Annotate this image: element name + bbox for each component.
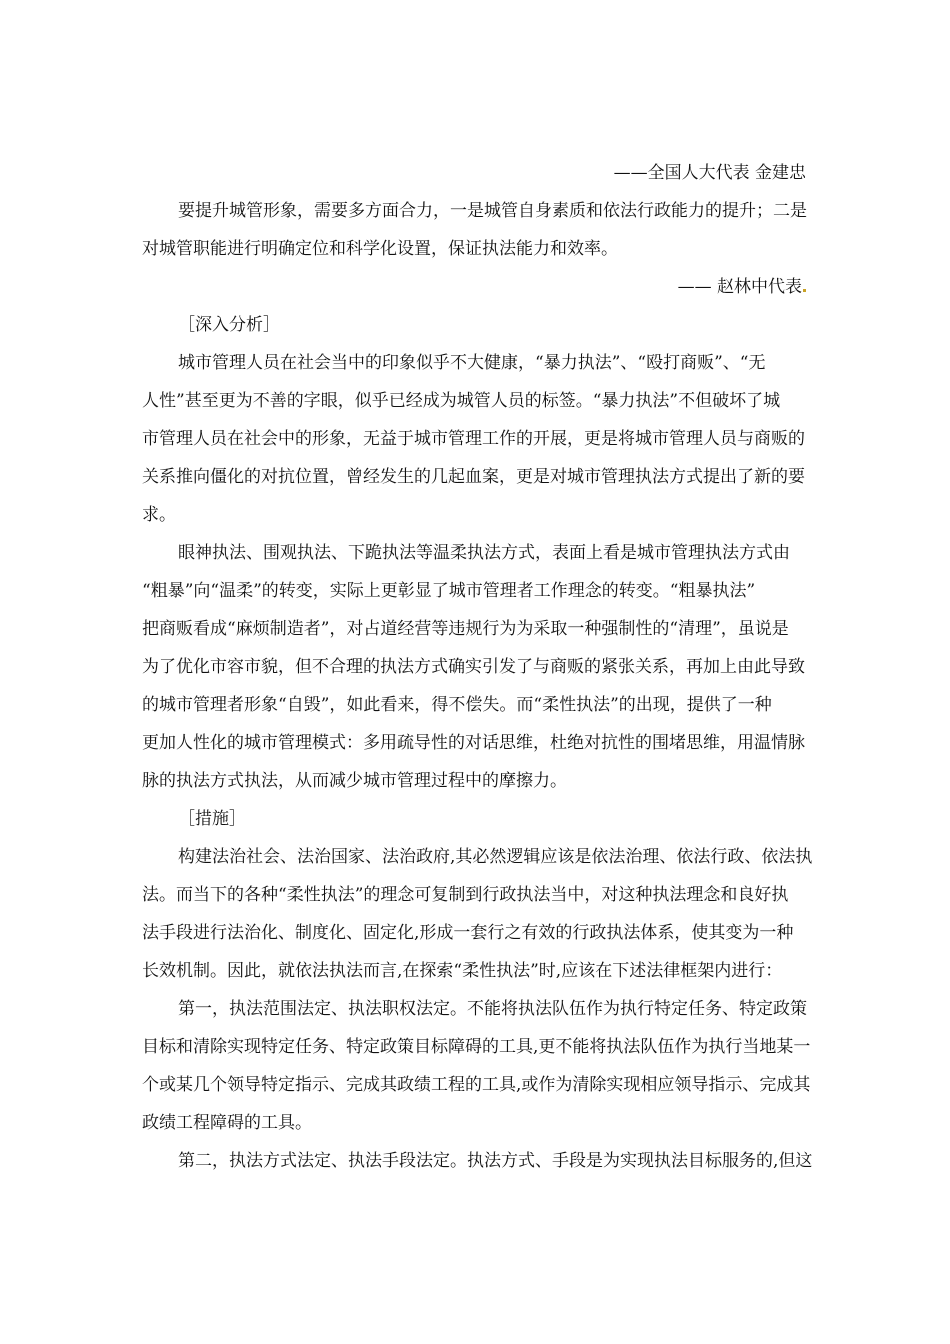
paragraph-line: 眼神执法、围观执法、下跪执法等温柔执法方式，表面上看是城市管理执法方式由 <box>178 543 790 563</box>
section-heading-measures: ［措施］ <box>178 809 246 829</box>
paragraph-line: 的城市管理者形象“自毁”，如此看来，得不偿失。而“柔性执法”的出现，提供了一种 <box>142 695 772 715</box>
paragraph-line: 人性”甚至更为不善的字眼，似乎已经成为城管人员的标签。“暴力执法”不但破坏了城 <box>142 391 781 411</box>
attribution-text: —— 赵林中代表 <box>677 277 802 297</box>
paragraph-line: 市管理人员在社会中的形象，无益于城市管理工作的开展，更是将城市管理人员与商贩的 <box>142 429 805 449</box>
paragraph-line: 政绩工程障碍的工具。 <box>142 1113 312 1133</box>
paragraph-line: 构建法治社会、法治国家、法治政府,其必然逻辑应该是依法治理、依法行政、依法执 <box>178 847 813 867</box>
paragraph-line: 法手段进行法治化、制度化、固定化,形成一套行之有效的行政执法体系，使其变为一种 <box>142 923 794 943</box>
paragraph-line: 求。 <box>142 505 176 525</box>
paragraph-line: 长效机制。因此，就依法执法而言,在探索“柔性执法”时,应该在下述法律框架内进行： <box>142 961 783 981</box>
paragraph-line: 个或某几个领导特定指示、完成其政绩工程的工具,或作为清除实现相应领导指示、完成其 <box>142 1075 811 1095</box>
paragraph-line: 为了优化市容市貌，但不合理的执法方式确实引发了与商贩的紧张关系，再加上由此导致 <box>142 657 805 677</box>
paragraph-line: 更加人性化的城市管理模式：多用疏导性的对话思维，杜绝对抗性的围堵思维，用温情脉 <box>142 733 805 753</box>
paragraph-line: 城市管理人员在社会当中的印象似乎不大健康，“暴力执法”、“殴打商贩”、“无 <box>178 353 766 373</box>
attribution-jin-jianzhong: ——全国人大代表 金建忠 <box>613 163 806 183</box>
paragraph-line: 第二，执法方式法定、执法手段法定。执法方式、手段是为实现执法目标服务的,但这 <box>178 1151 813 1171</box>
paragraph-line: 脉的执法方式执法，从而减少城市管理过程中的摩擦力。 <box>142 771 567 791</box>
paragraph-line: 把商贩看成“麻烦制造者”，对占道经营等违规行为为采取一种强制性的“清理”，虽说是 <box>142 619 789 639</box>
paragraph-line: 第一，执法范围法定、执法职权法定。不能将执法队伍作为执行特定任务、特定政策 <box>178 999 807 1019</box>
paragraph-line: 法。而当下的各种“柔性执法”的理念可复制到行政执法当中，对这种执法理念和良好执 <box>142 885 789 905</box>
paragraph-line: 要提升城管形象，需要多方面合力，一是城管自身素质和依法行政能力的提升；二是 <box>178 201 807 221</box>
attribution-zhao-linzhong <box>142 276 806 298</box>
section-heading-analysis: ［深入分析］ <box>178 315 280 335</box>
paragraph-line: 对城管职能进行明确定位和科学化设置，保证执法能力和效率。 <box>142 239 618 259</box>
paragraph-line: 关系推向僵化的对抗位置，曾经发生的几起血案，更是对城市管理执法方式提出了新的要 <box>142 467 805 487</box>
paragraph-line: “粗暴”向“温柔”的转变，实际上更彰显了城市管理者工作理念的转变。“粗暴执法” <box>142 581 756 601</box>
annotation-mark <box>803 289 806 292</box>
paragraph-line: 目标和清除实现特定任务、特定政策目标障碍的工具,更不能将执法队伍作为执行当地某一 <box>142 1037 811 1057</box>
